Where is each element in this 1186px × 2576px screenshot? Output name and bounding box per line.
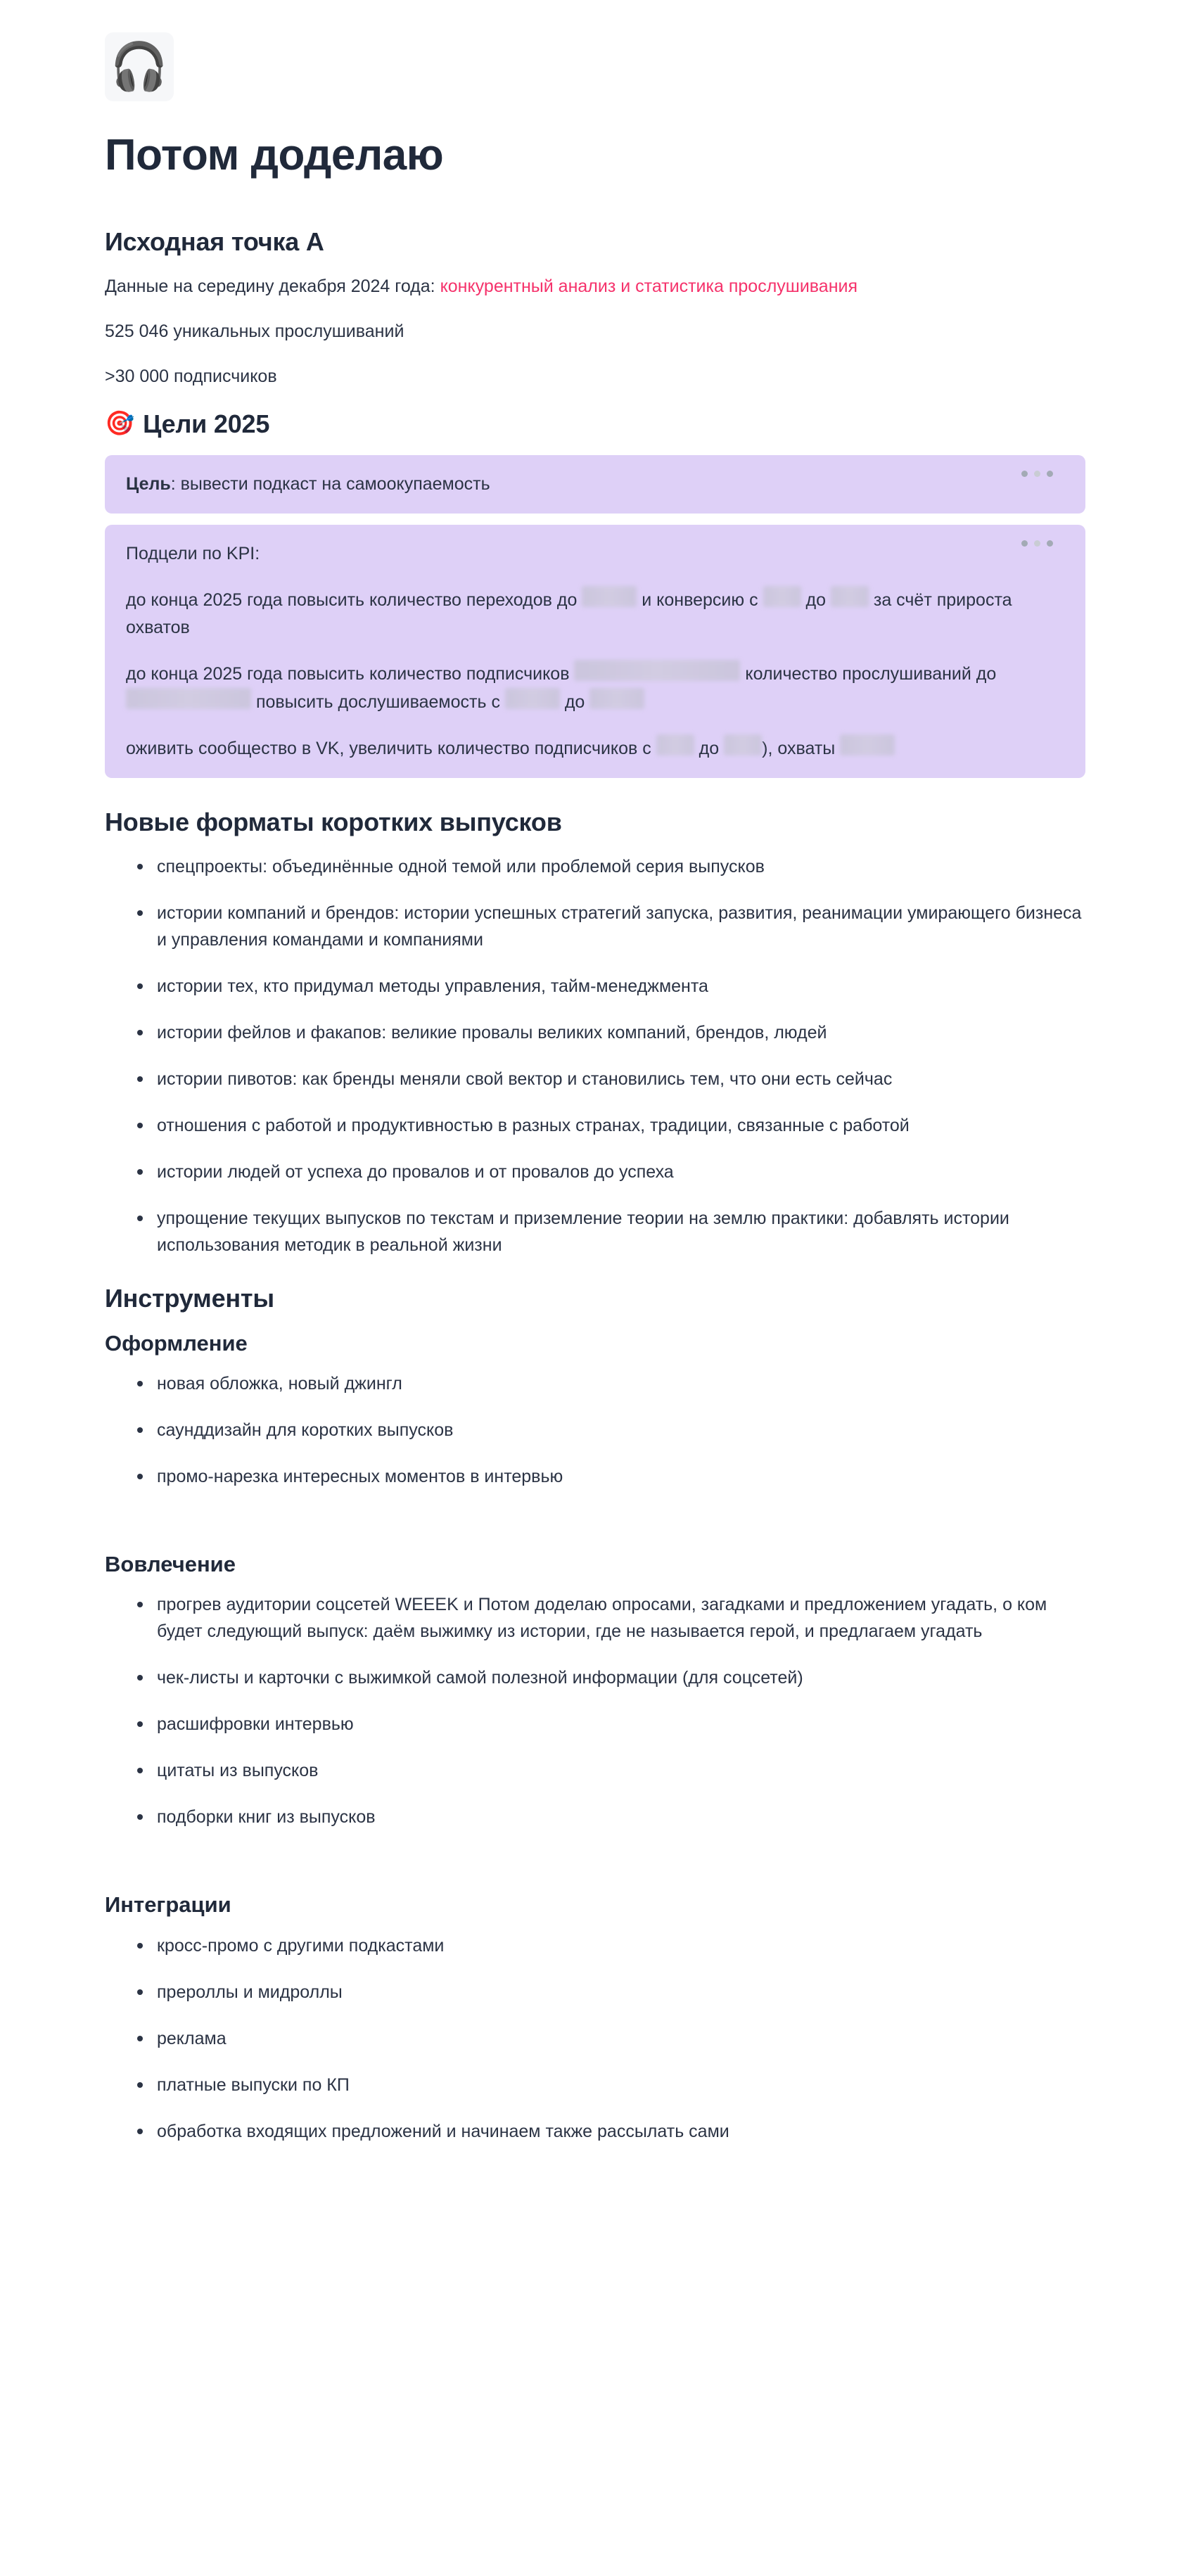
- list-item: отношения с работой и продуктивностью в разных странах, традиции, связанные с работой: [133, 1112, 1085, 1139]
- goals-heading-text: Цели 2025: [143, 409, 270, 438]
- kpi-item-subscribers-listens: [126, 660, 1064, 716]
- subsection-heading-engagement: Вовлечение: [105, 1551, 236, 1576]
- section-heading-tools: Инструменты: [105, 1283, 274, 1313]
- list-item: прероллы и мидроллы: [133, 1979, 1085, 2006]
- list-item: цитаты из выпусков: [133, 1757, 1085, 1784]
- redacted-value: [126, 688, 251, 709]
- section-heading-goals: [105, 408, 1085, 440]
- kpi-text-fragment: ), охваты: [762, 738, 841, 758]
- callout-main-goal-text: [126, 471, 1064, 498]
- callout-main-goal[interactable]: [105, 455, 1085, 514]
- more-dots-icon[interactable]: [1021, 540, 1053, 547]
- engagement-list: [101, 1591, 1085, 1830]
- subsection-heading-integrations: Интеграции: [105, 1892, 231, 1918]
- target-icon: 🎯: [105, 409, 135, 438]
- list-item: новая обложка, новый джингл: [133, 1370, 1085, 1397]
- list-item: промо-нарезка интересных моментов в интервью: [133, 1463, 1085, 1490]
- integrations-list: [101, 1932, 1085, 2145]
- stat-subscribers: >30 000 подписчиков: [105, 366, 277, 386]
- list-item: кросс-промо с другими подкастами: [133, 1932, 1085, 1959]
- more-dots-icon[interactable]: [1021, 471, 1053, 477]
- section-heading-new-formats: Новые форматы коротких выпусков: [105, 807, 562, 836]
- section-heading-starting-point: Исходная точка А: [105, 227, 324, 256]
- list-item: спецпроекты: объединённые одной темой или проблемой серия выпусков: [133, 853, 1085, 880]
- headphones-icon: 🎧: [110, 39, 169, 94]
- list-item: чек-листы и карточки с выжимкой самой полезной информации (для соцсетей): [133, 1664, 1085, 1691]
- kpi-text-fragment: до: [694, 738, 725, 758]
- list-item: упрощение текущих выпусков по текстам и приземление теории на землю практики: добавлять истории использования методик в реальной жизни: [133, 1205, 1085, 1258]
- redacted-value: [840, 734, 895, 755]
- starting-point-intro: [105, 273, 1085, 300]
- callout-goal-label: Цель: [126, 473, 171, 494]
- kpi-text-fragment: до конца 2025 года повысить количество подписчиков: [126, 663, 575, 684]
- redacted-value: [831, 586, 869, 607]
- list-item: саунддизайн для коротких выпусков: [133, 1417, 1085, 1443]
- list-item: обработка входящих предложений и начинаем также рассылать сами: [133, 2118, 1085, 2145]
- redacted-value: [589, 688, 644, 709]
- callout-goal-separator: :: [170, 473, 181, 494]
- subsection-heading-design: Оформление: [105, 1330, 248, 1356]
- list-item: истории компаний и брендов: истории успешных стратегий запуска, развития, реанимации умирающего бизнеса и управления командами и компаниями: [133, 900, 1085, 953]
- list-item: платные выпуски по КП: [133, 2072, 1085, 2098]
- list-item: истории тех, кто придумал методы управления, тайм-менеджмента: [133, 973, 1085, 1000]
- kpi-text-fragment: повысить дослушиваемость с: [251, 691, 505, 712]
- competitive-analysis-link[interactable]: конкурентный анализ и статистика прослушивания: [440, 276, 858, 296]
- kpi-title: Подцели по KPI:: [126, 543, 260, 563]
- redacted-value: [574, 660, 740, 681]
- list-item: подборки книг из выпусков: [133, 1804, 1085, 1830]
- kpi-text-fragment: до: [801, 589, 831, 610]
- kpi-text-fragment: до конца 2025 года повысить количество переходов до: [126, 589, 582, 610]
- page-icon-tile[interactable]: [105, 32, 174, 101]
- redacted-value: [582, 586, 637, 607]
- kpi-text-fragment: и конверсию с: [637, 589, 763, 610]
- kpi-item-vk: [126, 734, 1064, 763]
- intro-prefix-text: Данные на середину декабря 2024 года:: [105, 276, 440, 296]
- redacted-value: [763, 586, 801, 607]
- page-title[interactable]: Потом доделаю: [105, 131, 444, 179]
- list-item: истории пивотов: как бренды меняли свой вектор и становились тем, что они есть сейчас: [133, 1066, 1085, 1092]
- design-list: [101, 1370, 1085, 1490]
- callout-kpi-subgoals[interactable]: [105, 525, 1085, 778]
- list-item: истории людей от успеха до провалов и от провалов до успеха: [133, 1159, 1085, 1185]
- kpi-text-fragment: оживить сообщество в VK, увеличить количество подписчиков с: [126, 738, 656, 758]
- kpi-item-conversions: [126, 586, 1064, 642]
- list-item: реклама: [133, 2025, 1085, 2052]
- list-item: расшифровки интервью: [133, 1711, 1085, 1737]
- redacted-value: [724, 734, 762, 755]
- new-formats-list: [101, 853, 1085, 1258]
- kpi-text-fragment: до: [559, 691, 590, 712]
- spacer: [101, 1854, 1085, 1891]
- list-item: прогрев аудитории соцсетей WEEEK и Потом доделаю опросами, загадками и предложением угадать, о ком будет следующий выпуск: даём выжимку из истории, где не называется герой, и предлагаем угадать: [133, 1591, 1085, 1645]
- document-content: [101, 0, 1085, 2145]
- list-item: истории фейлов и факапов: великие провалы великих компаний, брендов, людей: [133, 1019, 1085, 1046]
- redacted-value: [505, 688, 560, 709]
- callout-goal-body: вывести подкаст на самоокупаемость: [180, 473, 490, 494]
- kpi-text-fragment: количество прослушиваний до: [740, 663, 997, 684]
- redacted-value: [656, 734, 694, 755]
- stat-unique-listens: 525 046 уникальных прослушиваний: [105, 321, 404, 341]
- kpi-text-fragment: за счёт прироста охватов: [126, 589, 1012, 637]
- spacer: [101, 1514, 1085, 1550]
